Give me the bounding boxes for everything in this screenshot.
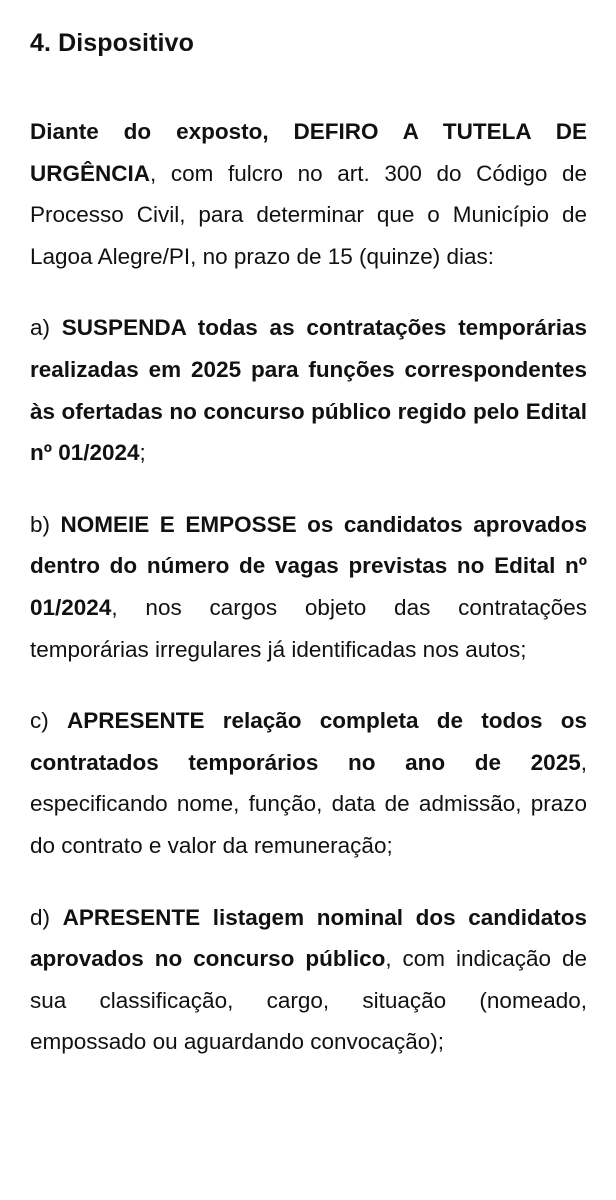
item-text: ; (139, 440, 146, 466)
list-item-b (30, 504, 587, 670)
item-text: , com indicação de sua classificação, cargo, situação (nomeado, empossado ou aguardando convocação); (30, 946, 587, 1055)
item-text: , nos cargos objeto das contratações temporárias irregulares já identificadas nos autos; (30, 594, 587, 662)
item-bold-text: NOMEIE E EMPOSSE os candidatos aprovados dentro do número de vagas previstas no Edital nº 01/2024 (30, 511, 587, 620)
intro-paragraph (30, 111, 587, 277)
list-item-d (30, 897, 587, 1063)
item-bold-text: SUSPENDA todas as contratações temporárias realizadas em 2025 para funções correspondentes às ofertadas no concurso público regido pelo Edital nº 01/2024 (30, 315, 587, 466)
item-bold-text: APRESENTE listagem nominal dos candidatos aprovados no concurso público (30, 904, 587, 972)
intro-bold-lead: Diante do exposto, DEFIRO A TUTELA DE URGÊNCIA (30, 119, 587, 186)
section-heading: 4. Dispositivo (30, 29, 194, 57)
item-marker: d) (30, 904, 63, 930)
intro-text: , com fulcro no art. 300 do Código de Processo Civil, para determinar que o Município de Lagoa Alegre/PI, no prazo de 15 (quinze) dias: (30, 160, 587, 269)
item-marker: b) (30, 511, 61, 537)
item-text: , especificando nome, função, data de admissão, prazo do contrato e valor da remuneração; (30, 749, 587, 858)
item-marker: a) (30, 315, 62, 341)
item-bold-text: APRESENTE relação completa de todos os contratados temporários no ano de 2025 (30, 708, 587, 775)
list-item-a (30, 307, 587, 473)
list-item-c (30, 700, 587, 866)
item-marker: c) (30, 708, 67, 734)
